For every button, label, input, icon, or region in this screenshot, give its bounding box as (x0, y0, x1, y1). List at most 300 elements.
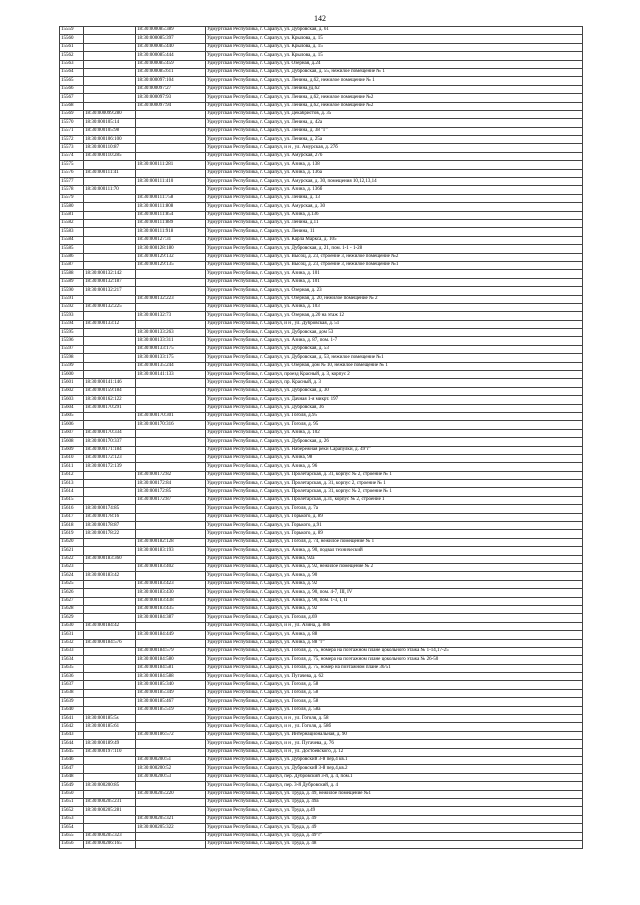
row-number-cell: 15599 (60, 362, 84, 370)
address-cell: Удмуртская Республика, г. Сарапул, ул. Дубровская, д. 55, нежилое помещение № 1 (206, 68, 583, 76)
building-cadastral-number-cell (136, 144, 206, 152)
address-cell: Удмуртская Республика, г. Сарапул, ул. Гоголя, д. 95 (206, 421, 583, 429)
building-cadastral-number-cell (136, 136, 206, 144)
land-cadastral-number-cell: 18:30:000132:187 (84, 278, 136, 286)
land-cadastral-number-cell (84, 496, 136, 504)
row-number-cell: 15566 (60, 85, 84, 93)
building-cadastral-number-cell: 18:30:000135:244 (136, 362, 206, 370)
table-row (60, 303, 583, 311)
building-cadastral-number-cell: 18:30:000183:435 (136, 605, 206, 613)
building-cadastral-number-cell (136, 505, 206, 513)
address-cell: Удмуртская Республика, г. Сарапул, ул. Ленина,уд.62 (206, 85, 583, 93)
row-number-cell: 15637 (60, 681, 84, 689)
building-cadastral-number-cell: 18:30:000170:316 (136, 421, 206, 429)
row-number-cell: 15645 (60, 748, 84, 756)
building-cadastral-number-cell (136, 278, 206, 286)
building-cadastral-number-cell (136, 572, 206, 580)
table-row (60, 647, 583, 655)
building-cadastral-number-cell: 18:30:000111:758 (136, 194, 206, 202)
building-cadastral-number-cell: 18:30:000085:459 (136, 60, 206, 68)
row-number-cell: 15603 (60, 396, 84, 404)
row-number-cell: 15615 (60, 496, 84, 504)
building-cadastral-number-cell: 18:30:000128:180 (136, 245, 206, 253)
row-number-cell: 15629 (60, 614, 84, 622)
land-cadastral-number-cell (84, 211, 136, 219)
row-number-cell: 15596 (60, 337, 84, 345)
row-number-cell: 15594 (60, 320, 84, 328)
land-cadastral-number-cell: 18:30:000172:123 (84, 454, 136, 462)
table-row (60, 832, 583, 840)
land-cadastral-number-cell (84, 102, 136, 110)
table-row (60, 773, 583, 781)
table-row (60, 144, 583, 152)
table-row (60, 698, 583, 706)
address-cell: Удмуртская Республика, г. Сарапул, пер. 3-й Дубровский, д. 4 (206, 782, 583, 790)
building-cadastral-number-cell (136, 127, 206, 135)
building-cadastral-number-cell (136, 522, 206, 530)
address-cell: Удмуртская Республика, г. Сарапул, и н , ул. Достоевского, д. 12 (206, 748, 583, 756)
row-number-cell: 15559 (60, 27, 84, 35)
row-number-cell: 15625 (60, 580, 84, 588)
building-cadastral-number-cell (136, 840, 206, 848)
table-row (60, 790, 583, 798)
address-cell: Удмуртская Республика, г. Сарапул, ул. Азина, д. 88 "г" (206, 639, 583, 647)
land-cadastral-number-cell: 18:30:000185:5s (84, 715, 136, 723)
address-cell: Удмуртская Республика, г. Сарапул, ул. Крылова, д. 15 (206, 43, 583, 51)
land-cadastral-number-cell (84, 488, 136, 496)
table-row (60, 597, 583, 605)
building-cadastral-number-cell (136, 396, 206, 404)
land-cadastral-number-cell (84, 412, 136, 420)
address-cell: Удмуртская Республика, г. Сарапул, ул. Азина, д. 103 (206, 303, 583, 311)
address-cell: Удмуртская Республика, г. Сарапул, ул. Дубровская, д. 30 (206, 387, 583, 395)
building-cadastral-number-cell (136, 404, 206, 412)
building-cadastral-number-cell: 18:30:000097:27 (136, 85, 206, 93)
address-cell: Удмуртская Республика, г. Сарапул, ул. Карла Маркса, д. 105 (206, 236, 583, 244)
row-number-cell: 15631 (60, 631, 84, 639)
table-row (60, 152, 583, 160)
row-number-cell: 15590 (60, 287, 84, 295)
land-cadastral-number-cell (84, 547, 136, 555)
row-number-cell: 15583 (60, 228, 84, 236)
building-cadastral-number-cell (136, 555, 206, 563)
row-number-cell: 15608 (60, 438, 84, 446)
building-cadastral-number-cell (136, 463, 206, 471)
table-row (60, 807, 583, 815)
land-cadastral-number-cell (84, 203, 136, 211)
building-cadastral-number-cell (136, 715, 206, 723)
address-cell: Удмуртская Республика, г. Сарапул, ул. Труда, д. 49 (206, 824, 583, 832)
row-number-cell: 15622 (60, 555, 84, 563)
address-cell: Удмуртская Республика, г. Сарапул, ул. Азина, д. 101 (206, 270, 583, 278)
table-row (60, 102, 583, 110)
table-row (60, 765, 583, 773)
table-row (60, 320, 583, 328)
row-number-cell: 15624 (60, 572, 84, 580)
land-cadastral-number-cell (84, 681, 136, 689)
building-cadastral-number-cell: 18:30:000111:854 (136, 211, 206, 219)
table-row (60, 530, 583, 538)
table-row (60, 673, 583, 681)
land-cadastral-number-cell: 18:30:000106:100 (84, 136, 136, 144)
row-number-cell: 15623 (60, 564, 84, 572)
table-row (60, 362, 583, 370)
row-number-cell: 15588 (60, 270, 84, 278)
building-cadastral-number-cell (136, 622, 206, 630)
address-cell: Удмуртская Республика, г. Сарапул, ул. Ленина, д.11 (206, 219, 583, 227)
row-number-cell: 15628 (60, 605, 84, 613)
row-number-cell: 15598 (60, 354, 84, 362)
land-cadastral-number-cell: 18:30:000132:217 (84, 287, 136, 295)
building-cadastral-number-cell (136, 119, 206, 127)
land-cadastral-number-cell (84, 194, 136, 202)
land-cadastral-number-cell: 18:30:000200:85 (84, 782, 136, 790)
building-cadastral-number-cell (136, 287, 206, 295)
address-cell: Удмуртская Республика, г. Сарапул, и н , ул. Гоголя, д. 58 (206, 715, 583, 723)
row-number-cell: 15635 (60, 664, 84, 672)
building-cadastral-number-cell: 18:30:000097:94 (136, 102, 206, 110)
building-cadastral-number-cell (136, 723, 206, 731)
land-cadastral-number-cell (84, 689, 136, 697)
land-cadastral-number-cell: 18:30:000111:70 (84, 186, 136, 194)
address-cell: Удмуртская Республика, г. Сарапул, ул. Дубровская, д. 26 (206, 438, 583, 446)
table-row (60, 404, 583, 412)
row-number-cell: 15580 (60, 203, 84, 211)
address-cell: Удмуртская Республика, г. Сарапул, ул. Дубровская, д. 53, нежилое помещение №1 (206, 354, 583, 362)
building-cadastral-number-cell: 18:30:000184:387 (136, 614, 206, 622)
land-cadastral-number-cell (84, 161, 136, 169)
building-cadastral-number-cell (136, 748, 206, 756)
land-cadastral-number-cell (84, 362, 136, 370)
address-cell: Удмуртская Республика, г. Сарапул, ул. Гоголя, д.95 (206, 412, 583, 420)
building-cadastral-number-cell: 18:30:000111:410 (136, 178, 206, 186)
land-cadastral-number-cell (84, 631, 136, 639)
building-cadastral-number-cell (136, 379, 206, 387)
row-number-cell: 15656 (60, 840, 84, 848)
land-cadastral-number-cell: 18:30:000184:576 (84, 639, 136, 647)
building-cadastral-number-cell: 18:30:000132:223 (136, 295, 206, 303)
land-cadastral-number-cell (84, 731, 136, 739)
building-cadastral-number-cell: 18:30:000111:281 (136, 161, 206, 169)
building-cadastral-number-cell: 18:30:000172:85 (136, 488, 206, 496)
table-row (60, 538, 583, 546)
address-cell: Удмуртская Республика, г. Сарапул, ул. Азина, д. 92, нежилое помещение № 2 (206, 564, 583, 572)
land-cadastral-number-cell: 18:30:000172:139 (84, 463, 136, 471)
building-cadastral-number-cell: 18:30:000182:128 (136, 538, 206, 546)
table-row (60, 798, 583, 806)
building-cadastral-number-cell: 18:30:000133:263 (136, 329, 206, 337)
row-number-cell: 15638 (60, 689, 84, 697)
address-cell: Удмуртская Республика, г. Сарапул, ул. Ленина, д.62, нежилое помещение №2 (206, 94, 583, 102)
row-number-cell: 15607 (60, 429, 84, 437)
table-row (60, 211, 583, 219)
land-cadastral-number-cell: 18:30:000159:184 (84, 387, 136, 395)
row-number-cell: 15575 (60, 161, 84, 169)
address-cell: Удмуртская Республика, г. Сарапул, ул. Ленина, д. 25а (206, 136, 583, 144)
building-cadastral-number-cell: 18:30:000205:322 (136, 824, 206, 832)
land-cadastral-number-cell: 18:30:000132:225 (84, 303, 136, 311)
address-cell: Удмуртская Республика, г. Сарапул, ул. Дубровская, дом 53 (206, 329, 583, 337)
land-cadastral-number-cell (84, 94, 136, 102)
address-cell: Удмуртская Республика, г. Сарапул, ул. Интернациональная, д. 90 (206, 731, 583, 739)
address-cell: Удмуртская Республика, г. Сарапул, ул. Дубровский 3-й пер,4,кв.2 (206, 765, 583, 773)
table-row (60, 631, 583, 639)
address-cell: Удмуртская Республика, г. Сарапул, ул. Азина, д. 136а (206, 169, 583, 177)
address-cell: Удмуртская Республика, г. Сарапул, ул. Горького, д. 89 (206, 513, 583, 521)
building-cadastral-number-cell: 18:30:000183:402 (136, 564, 206, 572)
address-cell: Удмуртская Республика, г. Сарапул, ул. Ленина, д. 42а (206, 119, 583, 127)
land-cadastral-number-cell (84, 295, 136, 303)
land-cadastral-number-cell: 18:30:000174:85 (84, 505, 136, 513)
building-cadastral-number-cell: 18:30:000200:51 (136, 756, 206, 764)
land-cadastral-number-cell: 18:30:000205:231 (84, 798, 136, 806)
land-cadastral-number-cell (84, 765, 136, 773)
address-cell: Удмуртская Республика, г. Сарапул, ул. Гоголя, д. 58 (206, 689, 583, 697)
land-cadastral-number-cell: 18:30:000133:12 (84, 320, 136, 328)
building-cadastral-number-cell (136, 740, 206, 748)
table-row (60, 77, 583, 85)
table-row (60, 622, 583, 630)
table-row (60, 52, 583, 60)
address-cell: Удмуртская Республика, г. Сарапул, и н , ул. Дубровская, д. 51 (206, 320, 583, 328)
table-row (60, 471, 583, 479)
land-cadastral-number-cell: 18:30:000183:360 (84, 555, 136, 563)
row-number-cell: 15642 (60, 723, 84, 731)
table-row (60, 236, 583, 244)
building-cadastral-number-cell: 18:30:000185:467 (136, 698, 206, 706)
table-row (60, 580, 583, 588)
table-row (60, 94, 583, 102)
table-row (60, 287, 583, 295)
building-cadastral-number-cell: 18:30:000141:133 (136, 371, 206, 379)
row-number-cell: 15649 (60, 782, 84, 790)
table-row (60, 412, 583, 420)
table-row (60, 396, 583, 404)
building-cadastral-number-cell: 18:30:000183:423 (136, 580, 206, 588)
row-number-cell: 15587 (60, 261, 84, 269)
land-cadastral-number-cell (84, 824, 136, 832)
row-number-cell: 15570 (60, 119, 84, 127)
land-cadastral-number-cell: 18:30:000205:323 (84, 832, 136, 840)
building-cadastral-number-cell (136, 832, 206, 840)
building-cadastral-number-cell: 18:30:000133:311 (136, 337, 206, 345)
address-cell: Удмуртская Республика, г. Сарапул, ул. Азина, д. 96 (206, 463, 583, 471)
address-cell: Удмуртская Республика, г. Сарапул, ул. Ленина, д. 13 (206, 194, 583, 202)
table-row (60, 706, 583, 714)
table-row (60, 245, 583, 253)
land-cadastral-number-cell (84, 60, 136, 68)
building-cadastral-number-cell (136, 446, 206, 454)
row-number-cell: 15577 (60, 178, 84, 186)
table-row (60, 161, 583, 169)
building-cadastral-number-cell: 18:30:000085:397 (136, 35, 206, 43)
building-cadastral-number-cell: 18:30:000170:301 (136, 412, 206, 420)
address-cell: Удмуртская Республика, г. Сарапул, ул. Азина, д. 90, подвал технический (206, 547, 583, 555)
table-row (60, 715, 583, 723)
building-cadastral-number-cell (136, 513, 206, 521)
row-number-cell: 15655 (60, 832, 84, 840)
table-row (60, 329, 583, 337)
building-cadastral-number-cell (136, 186, 206, 194)
address-cell: Удмуртская Республика, г. Сарапул, ул. Дубровская, д. 53 (206, 345, 583, 353)
address-cell: Удмуртская Республика, г. Сарапул, ул. Гоголя, д. 58 (206, 698, 583, 706)
row-number-cell: 15651 (60, 798, 84, 806)
table-row (60, 446, 583, 454)
address-cell: Удмуртская Республика, г. Сарапул, ул. Озерная, дом № 10, нежилое помещение № 1 (206, 362, 583, 370)
building-cadastral-number-cell: 18:30:000111:918 (136, 228, 206, 236)
table-row (60, 748, 583, 756)
address-cell: Удмуртская Республика, г. Сарапул, ул. Гоголя, д. 74, нежилое помещение № 1 (206, 538, 583, 546)
address-cell: Удмуртская Республика, г. Сарапул, ул. Труда, д. 49, нежилое помещение №1 (206, 790, 583, 798)
row-number-cell: 15591 (60, 295, 84, 303)
building-cadastral-number-cell: 18:30:000111:808 (136, 203, 206, 211)
address-cell: Удмуртская Республика, г. Сарапул, ул. Гоголя, д. 7а (206, 505, 583, 513)
address-cell: Удмуртская Республика, г. Сарапул, ул. Азина, д. 136б (206, 186, 583, 194)
land-cadastral-number-cell: 18:30:000111:41 (84, 169, 136, 177)
address-cell: Удмуртская Республика, г. Сарапул, ул. Азина, д. 92 (206, 605, 583, 613)
table-row (60, 815, 583, 823)
building-cadastral-number-cell: 18:30:000205:321 (136, 815, 206, 823)
address-cell: Удмуртская Республика, г. Сарапул, ул. Труда, д.49 (206, 807, 583, 815)
address-cell: Удмуртская Республика, г. Сарапул, ул. Азина, д. 87, пом. 1-7 (206, 337, 583, 345)
row-number-cell: 15640 (60, 706, 84, 714)
address-cell: Удмуртская Республика, г. Сарапул, ул. Дубровская, 36 (206, 404, 583, 412)
building-cadastral-number-cell: 18:30:000133:175 (136, 345, 206, 353)
building-cadastral-number-cell (136, 320, 206, 328)
land-cadastral-number-cell: 18:30:000178:16 (84, 513, 136, 521)
address-cell: Удмуртская Республика, г. Сарапул, ул. Дубровская, д. 61 (206, 27, 583, 35)
table-row (60, 513, 583, 521)
address-cell: Удмуртская Республика, г. Сарапул, проезд Красный, д. 3, корпус 2 (206, 371, 583, 379)
table-row (60, 454, 583, 462)
address-cell: Удмуртская Республика, г. Сарапул, пер. Дубровский 3-й, д. 4, пом.1 (206, 773, 583, 781)
land-cadastral-number-cell (84, 329, 136, 337)
building-cadastral-number-cell: 18:30:000133:175 (136, 354, 206, 362)
building-cadastral-number-cell: 18:30:000183:193 (136, 547, 206, 555)
land-cadastral-number-cell: 18:30:000162:122 (84, 396, 136, 404)
land-cadastral-number-cell: 18:30:000205:281 (84, 807, 136, 815)
address-cell: Удмуртская Республика, г. Сарапул, ул. Гоголя, д.69 (206, 614, 583, 622)
table-row (60, 186, 583, 194)
address-cell: Удмуртская Республика, г. Сарапул, ул. Азина, д. 102 (206, 429, 583, 437)
table-row (60, 85, 583, 93)
row-number-cell: 15619 (60, 530, 84, 538)
land-cadastral-number-cell: 18:30:000189:49 (84, 740, 136, 748)
address-cell: Удмуртская Республика, г. Сарапул, ул. Азина, д. 88 (206, 631, 583, 639)
building-cadastral-number-cell (136, 782, 206, 790)
row-number-cell: 15585 (60, 245, 84, 253)
table-row (60, 219, 583, 227)
building-cadastral-number-cell: 18:30:000172:84 (136, 480, 206, 488)
table-row (60, 547, 583, 555)
address-cell: Удмуртская Республика, г. Сарапул, ул. Ленина, 11 (206, 228, 583, 236)
address-cell: Удмуртская Республика, г. Сарапул, ул. Озерная, д. 23 (206, 287, 583, 295)
building-cadastral-number-cell: 18:30:000185:519 (136, 706, 206, 714)
land-cadastral-number-cell (84, 27, 136, 35)
table-row (60, 505, 583, 513)
land-cadastral-number-cell (84, 228, 136, 236)
address-cell: Удмуртская Республика, г. Сарапул, ул. Гоголя, д. 58 (206, 681, 583, 689)
land-cadastral-number-cell (84, 77, 136, 85)
address-cell: Удмуртская Республика, г. Сарапул, ул. Ленина, д. 38 "Г" (206, 127, 583, 135)
address-cell: Удмуртская Республика, г. Сарапул, ул. Азина, д. 90, пом. 1-3, I, II (206, 597, 583, 605)
land-cadastral-number-cell (84, 647, 136, 655)
row-number-cell: 15581 (60, 211, 84, 219)
land-cadastral-number-cell (84, 312, 136, 320)
address-cell: Удмуртская Республика, г. Сарапул, ул. Труда, д. 49а (206, 798, 583, 806)
address-cell: Удмуртская Республика, г. Сарапул, ул. Горького, д. 89 (206, 530, 583, 538)
land-cadastral-number-cell (84, 656, 136, 664)
land-cadastral-number-cell (84, 605, 136, 613)
row-number-cell: 15634 (60, 656, 84, 664)
land-cadastral-number-cell: 18:30:000171:184 (84, 446, 136, 454)
table-row (60, 480, 583, 488)
building-cadastral-number-cell: 18:30:000200:53 (136, 773, 206, 781)
row-number-cell: 15630 (60, 622, 84, 630)
table-row (60, 27, 583, 35)
land-cadastral-number-cell (84, 664, 136, 672)
building-cadastral-number-cell (136, 639, 206, 647)
row-number-cell: 15643 (60, 731, 84, 739)
land-cadastral-number-cell: 18:30:000183:42 (84, 572, 136, 580)
land-cadastral-number-cell (84, 245, 136, 253)
table-row (60, 312, 583, 320)
land-cadastral-number-cell (84, 756, 136, 764)
table-row (60, 127, 583, 135)
land-cadastral-number-cell: 18:30:000184:42 (84, 622, 136, 630)
address-cell: Удмуртская Республика, г. Сарапул, ул. Азина, д.136 (206, 211, 583, 219)
table-row (60, 228, 583, 236)
building-cadastral-number-cell (136, 303, 206, 311)
row-number-cell: 15654 (60, 824, 84, 832)
row-number-cell: 15571 (60, 127, 84, 135)
building-cadastral-number-cell: 18:30:000184:579 (136, 647, 206, 655)
land-cadastral-number-cell: 18:30:000185:61 (84, 723, 136, 731)
building-cadastral-number-cell: 18:30:000186:572 (136, 731, 206, 739)
building-cadastral-number-cell: 18:30:000185:349 (136, 689, 206, 697)
land-cadastral-number-cell: 18:30:000178:87 (84, 522, 136, 530)
building-cadastral-number-cell (136, 110, 206, 118)
land-cadastral-number-cell: 18:30:000110:285 (84, 152, 136, 160)
land-cadastral-number-cell (84, 35, 136, 43)
building-cadastral-number-cell (136, 530, 206, 538)
address-cell: Удмуртская Республика, г. Сарапул, ул. Азина, д. 92 (206, 580, 583, 588)
row-number-cell: 15652 (60, 807, 84, 815)
building-cadastral-number-cell: 18:30:000097:104 (136, 77, 206, 85)
building-cadastral-number-cell: 18:30:000111:889 (136, 219, 206, 227)
table-row (60, 429, 583, 437)
table-row (60, 840, 583, 848)
land-cadastral-number-cell (84, 68, 136, 76)
address-cell: Удмуртская Республика, г. Сарапул, ул. Пролетарская, д. 31, корпус № 2, строение № 1 (206, 488, 583, 496)
address-cell: Удмуртская Республика, г. Сарапул, ул. Амурская, д. 30 (206, 203, 583, 211)
row-number-cell: 15626 (60, 589, 84, 597)
land-cadastral-number-cell (84, 790, 136, 798)
building-cadastral-number-cell (136, 270, 206, 278)
row-number-cell: 15578 (60, 186, 84, 194)
land-cadastral-number-cell: 18:30:000105:14 (84, 119, 136, 127)
building-cadastral-number-cell (136, 429, 206, 437)
row-number-cell: 15569 (60, 110, 84, 118)
building-cadastral-number-cell: 18:30:000129:135 (136, 261, 206, 269)
building-cadastral-number-cell: 18:30:000172:82 (136, 471, 206, 479)
table-row (60, 119, 583, 127)
row-number-cell: 15633 (60, 647, 84, 655)
row-number-cell: 15610 (60, 454, 84, 462)
row-number-cell: 15617 (60, 513, 84, 521)
building-cadastral-number-cell: 18:30:000184:588 (136, 673, 206, 681)
address-cell: Удмуртская Республика, г. Сарапул, ул. Горького, д.91 (206, 522, 583, 530)
